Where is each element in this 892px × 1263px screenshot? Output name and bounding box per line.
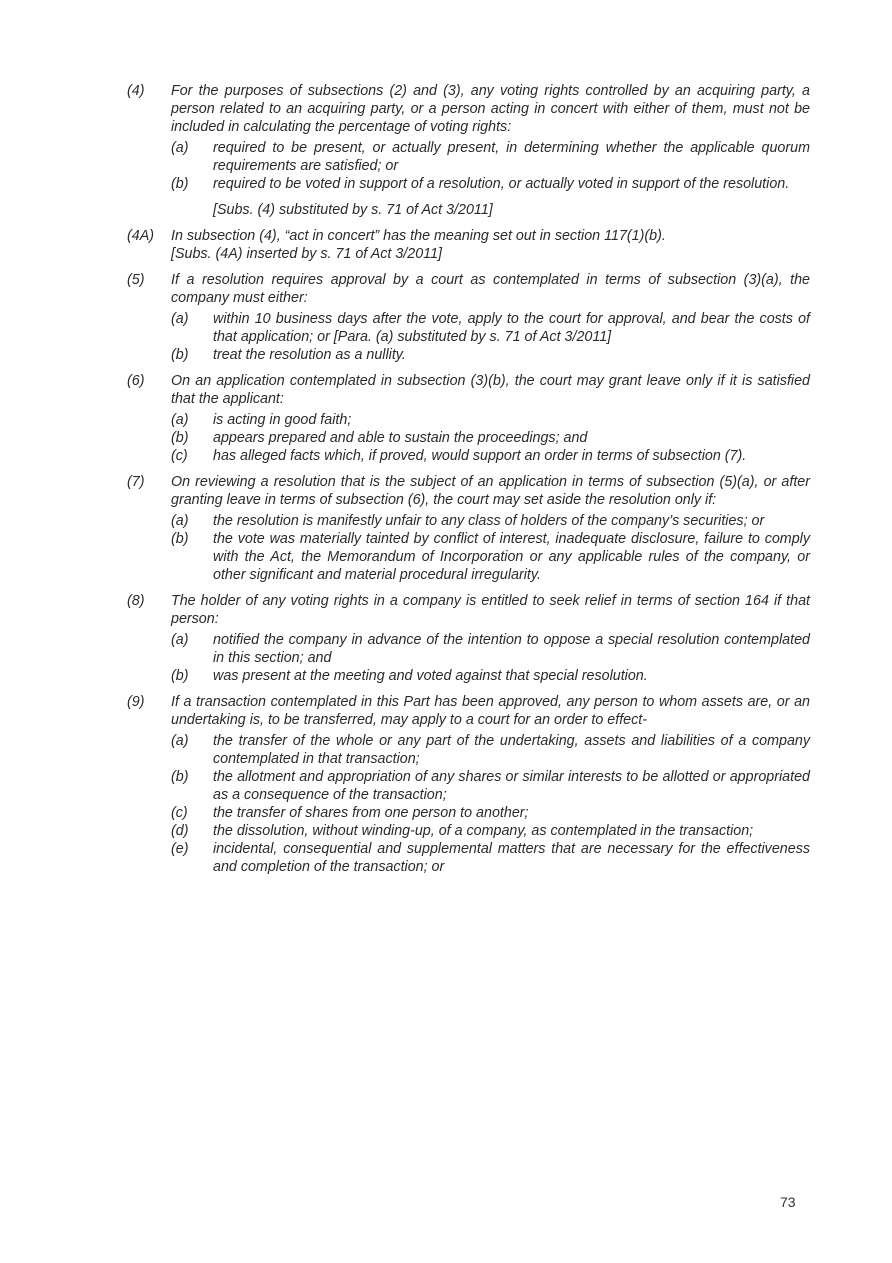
item-label: (b) bbox=[171, 668, 189, 684]
list-item bbox=[171, 840, 810, 876]
section-text: In subsection (4), “act in concert” has the meaning set out in section 117(1)(b). bbox=[171, 228, 666, 244]
section-number: (5) bbox=[127, 272, 145, 288]
item-list bbox=[171, 732, 810, 876]
section-body bbox=[171, 592, 810, 685]
item-text: has alleged facts which, if proved, would support an order in terms of subsection (7). bbox=[213, 448, 747, 464]
section-4 bbox=[127, 82, 810, 219]
item-label: (e) bbox=[171, 841, 189, 857]
item-text: is acting in good faith; bbox=[213, 412, 352, 428]
section-text: If a transaction contemplated in this Part has been approved, any person to whom assets are, or an undertaking is, to be transferred, may apply to a court for an order to effect- bbox=[171, 694, 810, 728]
section-number: (6) bbox=[127, 373, 145, 389]
section-7 bbox=[127, 473, 810, 584]
item-list bbox=[171, 631, 810, 685]
item-text: required to be present, or actually present, in determining whether the applicable quorum requirements are satisfied; or bbox=[213, 140, 810, 174]
page-number: 73 bbox=[780, 1194, 796, 1210]
list-item bbox=[171, 667, 810, 685]
item-label: (c) bbox=[171, 805, 188, 821]
item-label: (b) bbox=[171, 176, 189, 192]
item-text: was present at the meeting and voted against that special resolution. bbox=[213, 668, 648, 684]
section-body bbox=[171, 82, 810, 219]
list-item bbox=[171, 346, 810, 364]
list-item bbox=[171, 139, 810, 175]
list-item bbox=[171, 804, 810, 822]
section-number: (4) bbox=[127, 83, 145, 99]
item-label: (c) bbox=[171, 448, 188, 464]
amendment-note: [Subs. (4) substituted by s. 71 of Act 3/2011] bbox=[213, 202, 493, 218]
section-body bbox=[171, 372, 810, 465]
item-label: (a) bbox=[171, 412, 189, 428]
item-label: (b) bbox=[171, 347, 189, 363]
list-item bbox=[171, 512, 810, 530]
list-item bbox=[171, 411, 810, 429]
list-item bbox=[171, 175, 810, 193]
section-text: For the purposes of subsections (2) and (3), any voting rights controlled by an acquiring party, a person related to an acquiring party, or a person acting in concert with either of them, must not be included in calculating the percentage of voting rights: bbox=[171, 83, 810, 135]
list-item bbox=[171, 631, 810, 667]
section-number: (4A) bbox=[127, 228, 155, 244]
section-text: If a resolution requires approval by a court as contemplated in terms of subsection (3)(a), the company must either: bbox=[171, 272, 810, 306]
item-label: (d) bbox=[171, 823, 189, 839]
list-item bbox=[171, 768, 810, 804]
item-list bbox=[171, 310, 810, 364]
section-body bbox=[171, 227, 810, 263]
item-list bbox=[171, 411, 810, 465]
item-text: within 10 business days after the vote, apply to the court for approval, and bear the costs of that application; or [Para. (a) substituted by s. 71 of Act 3/2011] bbox=[213, 311, 810, 345]
item-text: the dissolution, without winding-up, of a company, as contemplated in the transaction; bbox=[213, 823, 754, 839]
item-text: notified the company in advance of the intention to oppose a special resolution contemplated in this section; and bbox=[213, 632, 810, 666]
section-4a bbox=[127, 227, 810, 263]
list-item bbox=[171, 732, 810, 768]
section-body bbox=[171, 271, 810, 364]
amendment-note: [Subs. (4A) inserted by s. 71 of Act 3/2011] bbox=[171, 246, 442, 262]
item-label: (a) bbox=[171, 311, 189, 327]
section-6 bbox=[127, 372, 810, 465]
item-label: (b) bbox=[171, 430, 189, 446]
item-text: the allotment and appropriation of any shares or similar interests to be allotted or appropriated as a consequence of the transaction; bbox=[213, 769, 810, 803]
item-list bbox=[171, 512, 810, 584]
section-number: (7) bbox=[127, 474, 145, 490]
section-number: (8) bbox=[127, 593, 145, 609]
item-label: (b) bbox=[171, 769, 189, 785]
item-label: (b) bbox=[171, 531, 189, 547]
page-content bbox=[127, 82, 810, 884]
item-text: the resolution is manifestly unfair to any class of holders of the company’s securities; or bbox=[213, 513, 765, 529]
item-label: (a) bbox=[171, 513, 189, 529]
list-item bbox=[171, 447, 810, 465]
item-text: appears prepared and able to sustain the proceedings; and bbox=[213, 430, 588, 446]
item-label: (a) bbox=[171, 140, 189, 156]
item-text: the vote was materially tainted by conflict of interest, inadequate disclosure, failure to comply with the Act, the Memorandum of Incorporation or any applicable rules of the company, or other significant and material procedural irregularity. bbox=[213, 531, 810, 583]
list-item bbox=[171, 822, 810, 840]
item-text: treat the resolution as a nullity. bbox=[213, 347, 406, 363]
item-text: the transfer of the whole or any part of the undertaking, assets and liabilities of a company contemplated in that transaction; bbox=[213, 733, 810, 767]
section-5 bbox=[127, 271, 810, 364]
item-label: (a) bbox=[171, 733, 189, 749]
section-text: On reviewing a resolution that is the subject of an application in terms of subsection (5)(a), or after granting leave in terms of subsection (6), the court may set aside the resolution only if: bbox=[171, 474, 810, 508]
section-body bbox=[171, 693, 810, 876]
item-text: required to be voted in support of a resolution, or actually voted in support of the resolution. bbox=[213, 176, 790, 192]
list-item bbox=[171, 310, 810, 346]
item-text: the transfer of shares from one person to another; bbox=[213, 805, 529, 821]
item-text: incidental, consequential and supplemental matters that are necessary for the effectiveness and completion of the transaction; or bbox=[213, 841, 810, 875]
section-text: On an application contemplated in subsection (3)(b), the court may grant leave only if it is satisfied that the applicant: bbox=[171, 373, 810, 407]
section-8 bbox=[127, 592, 810, 685]
item-label: (a) bbox=[171, 632, 189, 648]
list-item bbox=[171, 429, 810, 447]
section-text: The holder of any voting rights in a company is entitled to seek relief in terms of section 164 if that person: bbox=[171, 593, 810, 627]
section-number: (9) bbox=[127, 694, 145, 710]
section-9 bbox=[127, 693, 810, 876]
section-body bbox=[171, 473, 810, 584]
item-list bbox=[171, 139, 810, 193]
list-item bbox=[171, 530, 810, 584]
